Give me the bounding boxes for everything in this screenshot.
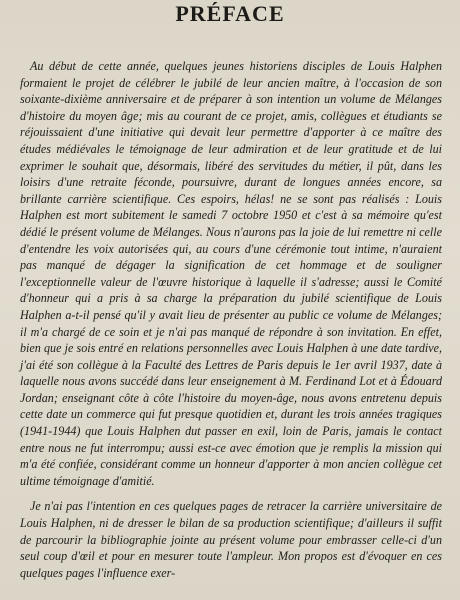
preface-body	[20, 58, 442, 581]
page-title: PRÉFACE	[175, 1, 285, 26]
paragraph-1: Au début de cette année, quelques jeunes historiens disciples de Louis Halphen formaient le projet de célébrer le jubilé de leur ancien maître, à l'occasion de son soixante-dixième anniversaire et de préparer à son intention un volume de Mélanges d'histoire du moyen âge; mis au courant de ce projet, amis, collègues et étudiants se réjouissaient d'une initiative qui devait leur permettre d'apporter à ce maître des études médiévales le témoignage de leur admiration et de leur gratitude et de lui exprimer le souhait que, désormais, libéré des servitudes du métier, il pût, dans les loisirs d'une retraite féconde, poursuivre, durant de longues années encore, sa brillante carrière scientifique. Ces espoirs, hélas! ne se sont pas réalisés : Louis Halphen est mort subitement le samedi 7 octobre 1950 et c'est à sa mémoire qu'est dédié le présent volume de Mélanges. Nous n'aurons pas la joie de lui remettre ni celle d'entendre les voix autorisées qui, au cours d'une cérémonie tout intime, n'auraient pas manqué de dégager la signification de cet hommage et de souligner l'exceptionnelle valeur de l'œuvre historique à laquelle il s'adresse; aussi le Comité d'honneur qui a pris à sa charge la préparation du jubilé scientifique de Louis Halphen a-t-il pensé qu'il y avait lieu de présenter au public ce volume de Mélanges; il m'a chargé de ce soin et je n'ai pas manqué de répondre à son invitation. En effet, bien que je sois entré en relations personnelles avec Louis Halphen à une date tardive, j'ai été son collègue à la Faculté des Lettres de Paris depuis le 1er avril 1937, date à laquelle nous avons succédé dans leur enseignement à M. Ferdinand Lot et à Édouard Jordan; enseignant côte à côte l'histoire du moyen-âge, nous avons entretenu depuis cette date un commerce qui fut presque quotidien et, durant les trois années tragiques (1941-1944) que Louis Halphen dut passer en exil, loin de Paris, jamais le contact entre nous ne fut interrompu; aussi est-ce avec émotion que je remplis la mission qui m'a été confiée, considérant comme un honneur d'apporter à mon ancien collègue cet ultime témoignage d'amitié.	[20, 59, 442, 488]
paragraph-2: Je n'ai pas l'intention en ces quelques pages de retracer la carrière universitaire de Louis Halphen, ni de dresser le bilan de sa production scientifique; d'ailleurs il suffit de parcourir la bibliographie jointe au présent volume pour embrasser celle-ci d'un seul coup d'œil et pour en mesurer toute l'ampleur. Mon propos est d'évoquer en ces quelques pages l'influence exer-	[20, 499, 442, 580]
